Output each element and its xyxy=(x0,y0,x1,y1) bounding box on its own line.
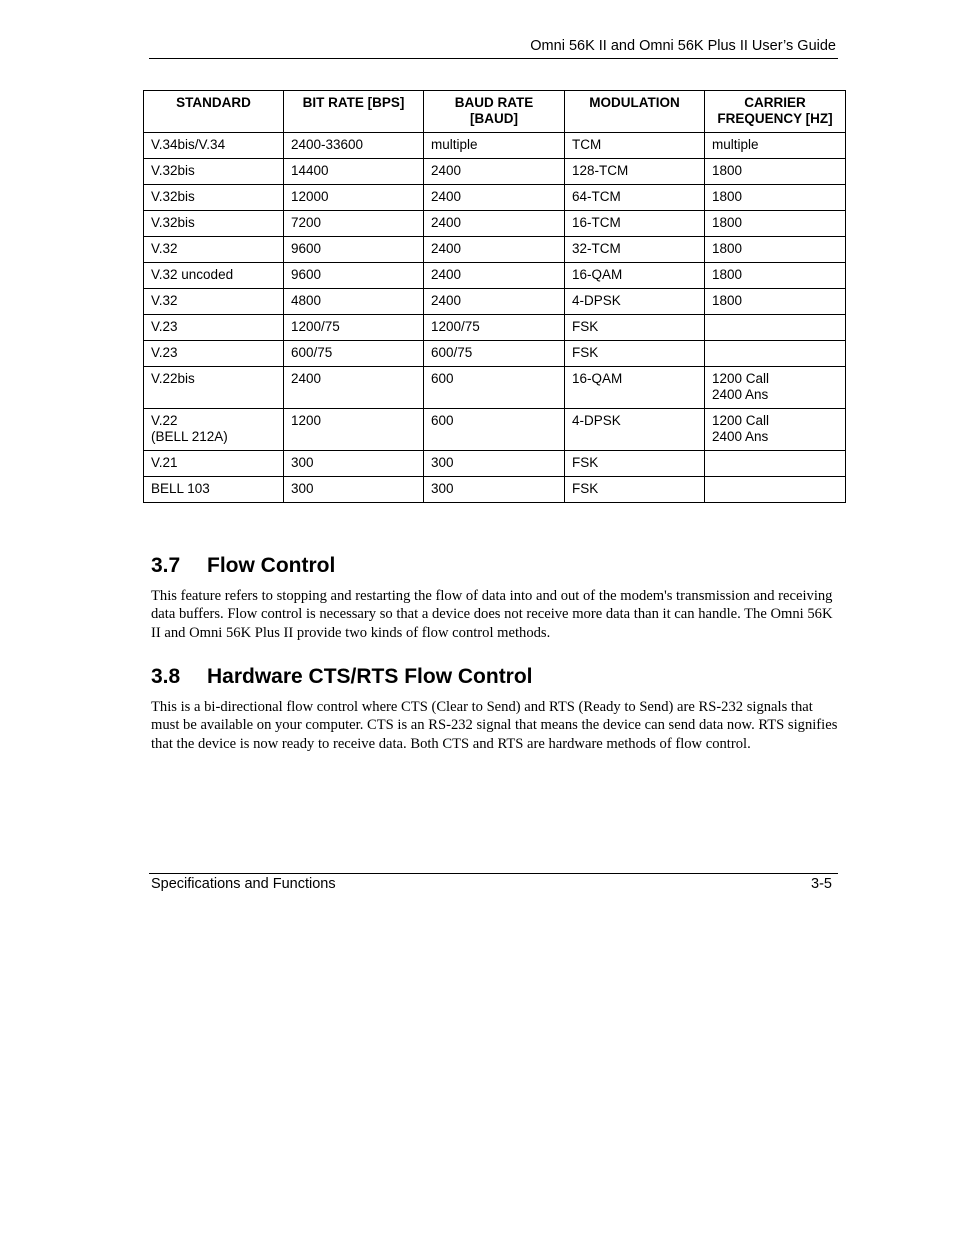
table-cell: FSK xyxy=(565,451,705,477)
table-cell: 128-TCM xyxy=(565,159,705,185)
table-cell: V.32bis xyxy=(144,185,284,211)
section-title: Hardware CTS/RTS Flow Control xyxy=(207,665,533,688)
table-row xyxy=(144,159,846,185)
page-footer xyxy=(149,873,838,896)
table-cell: 16-QAM xyxy=(565,263,705,289)
column-header-carrier-frequency: CARRIER FREQUENCY [HZ] xyxy=(705,91,846,133)
table-cell: 600/75 xyxy=(424,341,565,367)
table-body xyxy=(144,133,846,503)
table-cell: 1200 Call 2400 Ans xyxy=(705,367,846,409)
table-cell xyxy=(705,315,846,341)
table-cell: 1800 xyxy=(705,289,846,315)
table-cell: 2400 xyxy=(424,289,565,315)
column-header-bit-rate: BIT RATE [BPS] xyxy=(284,91,424,133)
table-cell: FSK xyxy=(565,341,705,367)
table-cell: 32-TCM xyxy=(565,237,705,263)
table-cell: multiple xyxy=(705,133,846,159)
table-cell: BELL 103 xyxy=(144,477,284,503)
table-cell: V.32 uncoded xyxy=(144,263,284,289)
column-header-baud-rate: BAUD RATE [BAUD] xyxy=(424,91,565,133)
page-number: 3-5 xyxy=(811,876,832,892)
table-row xyxy=(144,315,846,341)
table-row xyxy=(144,237,846,263)
table-cell: 1800 xyxy=(705,159,846,185)
table-cell: 9600 xyxy=(284,263,424,289)
table-cell: 1800 xyxy=(705,237,846,263)
table-cell: 1800 xyxy=(705,211,846,237)
table-cell: 300 xyxy=(424,477,565,503)
table-cell: 2400 xyxy=(424,159,565,185)
table-cell: V.34bis/V.34 xyxy=(144,133,284,159)
table-row xyxy=(144,289,846,315)
table-cell: 2400 xyxy=(424,263,565,289)
table-cell: 600 xyxy=(424,409,565,451)
table-cell: 300 xyxy=(284,451,424,477)
table-cell xyxy=(705,477,846,503)
header-title: Omni 56K II and Omni 56K Plus II User’s Guide xyxy=(530,38,836,54)
footer-chapter-title: Specifications and Functions xyxy=(151,876,336,892)
table-cell: TCM xyxy=(565,133,705,159)
table-row xyxy=(144,477,846,503)
table-row xyxy=(144,451,846,477)
section-number: 3.7 xyxy=(151,554,181,577)
table-cell: V.32 xyxy=(144,237,284,263)
table-cell xyxy=(705,451,846,477)
section-paragraph: This feature refers to stopping and restarting the flow of data into and out of the modem's transmission and receiving data buffers. Flow control is necessary so that a device does not receive more data than it can handle. The Omni 56K II and Omni 56K Plus II provide two kinds of flow control methods. xyxy=(151,588,833,641)
table-cell: 2400-33600 xyxy=(284,133,424,159)
table-cell: 64-TCM xyxy=(565,185,705,211)
table-cell: 2400 xyxy=(424,237,565,263)
modem-standards-table xyxy=(143,90,846,503)
table-cell: V.22bis xyxy=(144,367,284,409)
table-cell: 7200 xyxy=(284,211,424,237)
table-header xyxy=(144,91,846,133)
table-cell: 1800 xyxy=(705,185,846,211)
table-cell: multiple xyxy=(424,133,565,159)
table-cell: V.32bis xyxy=(144,211,284,237)
table-cell: V.21 xyxy=(144,451,284,477)
table-cell: 1800 xyxy=(705,263,846,289)
table-cell: 4800 xyxy=(284,289,424,315)
table-cell: V.32 xyxy=(144,289,284,315)
section-title: Flow Control xyxy=(207,554,336,577)
section-paragraph: This is a bi-directional flow control where CTS (Clear to Send) and RTS (Ready to Send) are RS-232 signals that must be available on your computer. CTS is an RS-232 signal that means the device can send data now. RTS signifies that the device is now ready to receive data. Both CTS and RTS are hardware methods of flow control. xyxy=(151,699,838,752)
table-row xyxy=(144,367,846,409)
table-cell: 9600 xyxy=(284,237,424,263)
table-cell: FSK xyxy=(565,477,705,503)
table-cell: V.22 (BELL 212A) xyxy=(144,409,284,451)
table-cell: 1200/75 xyxy=(424,315,565,341)
table-row xyxy=(144,263,846,289)
table-cell: 600 xyxy=(424,367,565,409)
column-header-modulation: MODULATION xyxy=(565,91,705,133)
table-cell: 14400 xyxy=(284,159,424,185)
table-row xyxy=(144,341,846,367)
table-cell xyxy=(705,341,846,367)
table-header-row xyxy=(144,91,846,133)
table-cell: 600/75 xyxy=(284,341,424,367)
table-cell: V.32bis xyxy=(144,159,284,185)
table-cell: 1200/75 xyxy=(284,315,424,341)
table-cell: V.23 xyxy=(144,341,284,367)
table-cell: 2400 xyxy=(284,367,424,409)
table-row xyxy=(144,185,846,211)
page-header xyxy=(149,37,838,59)
table-cell: 1200 Call 2400 Ans xyxy=(705,409,846,451)
table-cell: 12000 xyxy=(284,185,424,211)
table-cell: 300 xyxy=(284,477,424,503)
section-heading-flow-control xyxy=(151,554,335,578)
table-row xyxy=(144,133,846,159)
table-cell: 4-DPSK xyxy=(565,409,705,451)
table-cell: 1200 xyxy=(284,409,424,451)
table-cell: V.23 xyxy=(144,315,284,341)
table-cell: 16-QAM xyxy=(565,367,705,409)
table-cell: 16-TCM xyxy=(565,211,705,237)
table-cell: 4-DPSK xyxy=(565,289,705,315)
table-cell: 300 xyxy=(424,451,565,477)
table-row xyxy=(144,409,846,451)
table-cell: 2400 xyxy=(424,185,565,211)
section-number: 3.8 xyxy=(151,665,181,688)
table-cell: FSK xyxy=(565,315,705,341)
table-row xyxy=(144,211,846,237)
section-heading-hardware-cts-rts xyxy=(151,665,533,689)
table-cell: 2400 xyxy=(424,211,565,237)
column-header-standard: STANDARD xyxy=(144,91,284,133)
